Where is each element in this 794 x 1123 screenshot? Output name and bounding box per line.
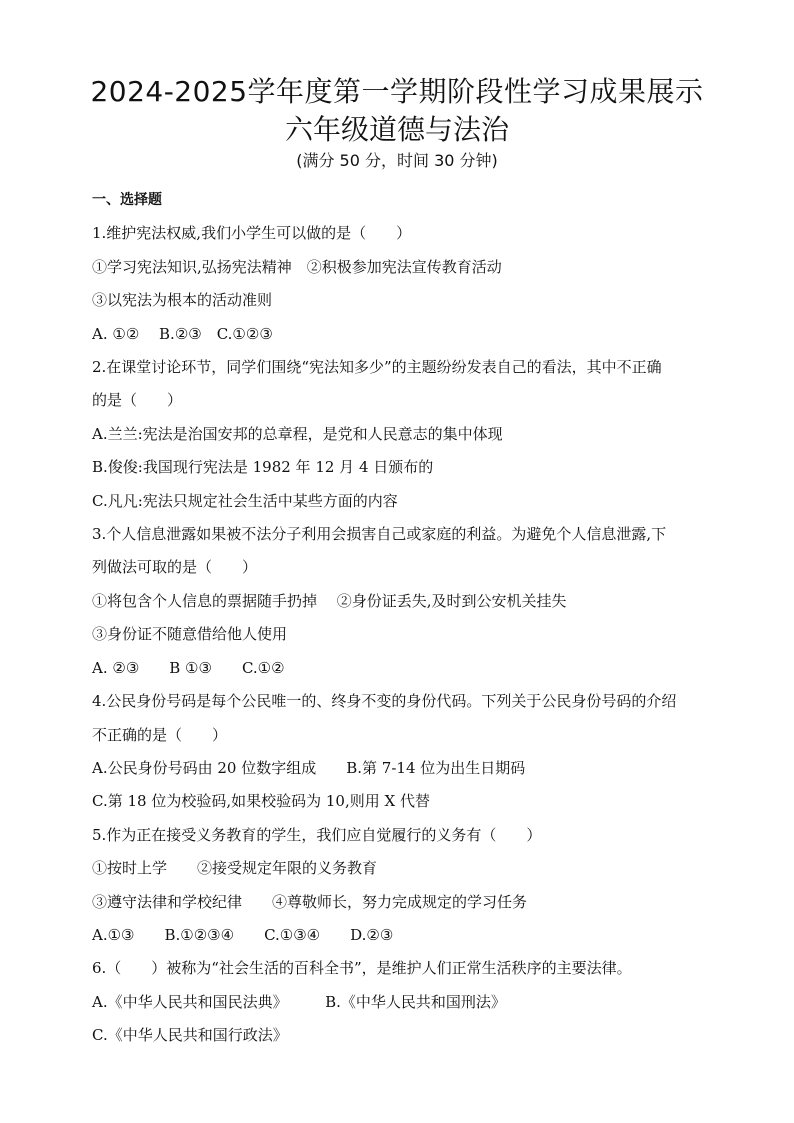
q3-answers: A. ②③ B ①③ C.①② [92,658,285,677]
section-heading: 一、选择题 [92,192,162,208]
exam-note: (满分 50 分，时间 30 分钟) [296,151,498,170]
exam-title: 2024-2025学年度第一学期阶段性学习成果展示 [90,75,704,108]
q2-choice-b: B.俊俊:我国现行宪法是 1982 年 12 月 4 日颁布的 [92,458,434,477]
q6-stem: 6.（ ）被称为“社会生活的百科全书”，是维护人们正常生活秩序的主要法律。 [92,959,632,978]
q2-stem: 2.在课堂讨论环节，同学们围绕“宪法知多少”的主题纷纷发表自己的看法，其中不正确 [92,358,662,377]
q1-stem: 1.维护宪法权威,我们小学生可以做的是（ ） [92,224,412,243]
q2-choice-c: C.凡凡:宪法只规定社会生活中某些方面的内容 [92,491,398,510]
q3-options-a: ①将包含个人信息的票据随手扔掉 ②身份证丢失,及时到公安机关挂失 [92,591,567,610]
q4-choice-c: C.第 18 位为校验码,如果校验码为 10,则用 X 代替 [92,792,430,811]
q3-stem: 3.个人信息泄露如果被不法分子利用会损害自己或家庭的利益。为避免个人信息泄露,下 [92,525,667,544]
q6-choices-ab: A.《中华人民共和国民法典》 B.《中华人民共和国刑法》 [92,992,506,1011]
q3-stem-cont: 列做法可取的是（ ） [92,558,258,577]
q5-options-b: ③遵守法律和学校纪律 ④尊敬师长，努力完成规定的学习任务 [92,892,528,911]
q1-answers: A. ①② B.②③ C.①②③ [92,324,273,343]
q4-stem-cont: 不正确的是（ ） [92,725,228,744]
q5-answers: A.①③ B.①②③④ C.①③④ D.②③ [92,925,394,944]
q1-options-b: ③以宪法为根本的活动准则 [92,291,273,310]
q4-stem: 4.公民身份号码是每个公民唯一的、终身不变的身份代码。下列关于公民身份号码的介绍 [92,692,677,711]
q5-stem: 5.作为正在接受义务教育的学生，我们应自觉履行的义务有（ ） [92,825,542,844]
q1-options-a: ①学习宪法知识,弘扬宪法精神 ②积极参加宪法宣传教育活动 [92,257,502,276]
q2-stem-cont: 的是（ ） [92,391,183,410]
q2-choice-a: A.兰兰:宪法是治国安邦的总章程，是党和人民意志的集中体现 [92,424,503,443]
q4-choices-ab: A.公民身份号码由 20 位数字组成 B.第 7-14 位为出生日期码 [92,758,526,777]
q6-choice-c: C.《中华人民共和国行政法》 [92,1026,288,1045]
exam-content [92,184,732,1053]
q3-options-b: ③身份证不随意借给他人使用 [92,625,288,644]
q5-options-a: ①按时上学 ②接受规定年限的义务教育 [92,859,378,878]
exam-subject: 六年级道德与法治 [284,113,509,146]
